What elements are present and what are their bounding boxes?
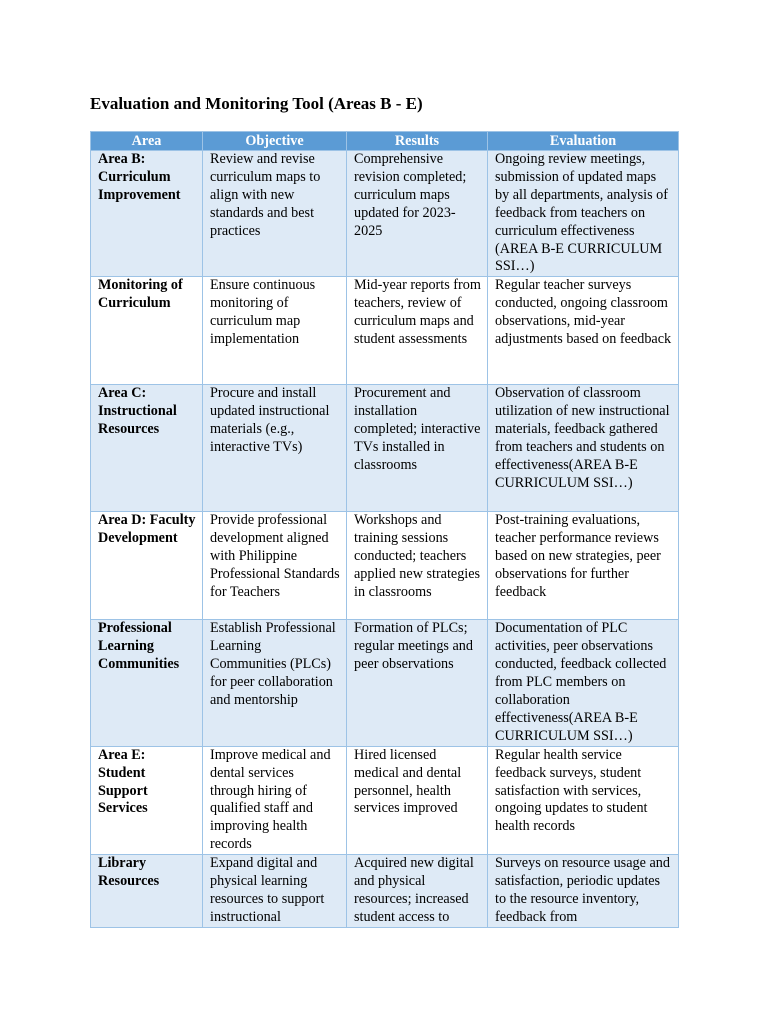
objective-cell: Provide professional development aligned with Philippine Professional Standards for Teachers	[203, 512, 347, 620]
evaluation-cell: Regular teacher surveys conducted, ongoing classroom observations, mid-year adjustments based on feedback	[488, 277, 679, 385]
area-cell: Monitoring of Curriculum	[91, 277, 203, 385]
header-evaluation: Evaluation	[488, 132, 679, 151]
header-area: Area	[91, 132, 203, 151]
document-title: Evaluation and Monitoring Tool (Areas B - E)	[90, 94, 423, 113]
objective-cell: Review and revise curriculum maps to align with new standards and best practices	[203, 151, 347, 277]
header-results: Results	[347, 132, 488, 151]
table-row	[91, 746, 679, 854]
results-cell: Hired licensed medical and dental personnel, health services improved	[347, 746, 488, 854]
area-cell: Area C: Instructional Resources	[91, 385, 203, 512]
table-row	[91, 620, 679, 746]
results-cell: Acquired new digital and physical resources; increased student access to	[347, 855, 488, 928]
objective-cell: Ensure continuous monitoring of curriculum map implementation	[203, 277, 347, 385]
objective-cell: Expand digital and physical learning resources to support instructional	[203, 855, 347, 928]
table-row	[91, 151, 679, 277]
table-row	[91, 277, 679, 385]
objective-cell: Establish Professional Learning Communities (PLCs) for peer collaboration and mentorship	[203, 620, 347, 746]
results-cell: Formation of PLCs; regular meetings and peer observations	[347, 620, 488, 746]
table-row	[91, 385, 679, 512]
table-header-row	[91, 132, 679, 151]
results-cell: Comprehensive revision completed; curriculum maps updated for 2023-2025	[347, 151, 488, 277]
area-cell: Area E: Student Support Services	[91, 746, 203, 854]
evaluation-cell: Observation of classroom utilization of new instructional materials, feedback gathered from teachers and students on effectiveness(AREA B-E CURRICULUM SSI…)	[488, 385, 679, 512]
evaluation-cell: Ongoing review meetings, submission of updated maps by all departments, analysis of feedback from teachers on curriculum effectiveness (AREA B-E CURRICULUM SSI…)	[488, 151, 679, 277]
evaluation-cell: Surveys on resource usage and satisfaction, periodic updates to the resource inventory, feedback from	[488, 855, 679, 928]
table-row	[91, 512, 679, 620]
results-cell: Mid-year reports from teachers, review of curriculum maps and student assessments	[347, 277, 488, 385]
objective-cell: Improve medical and dental services through hiring of qualified staff and improving health records	[203, 746, 347, 854]
evaluation-table	[90, 131, 679, 928]
document-page	[90, 94, 678, 928]
area-cell: Library Resources	[91, 855, 203, 928]
evaluation-cell: Regular health service feedback surveys, student satisfaction with services, ongoing updates to student health records	[488, 746, 679, 854]
table-row	[91, 855, 679, 928]
results-cell: Workshops and training sessions conducted; teachers applied new strategies in classrooms	[347, 512, 488, 620]
evaluation-cell: Post-training evaluations, teacher performance reviews based on new strategies, peer observations for further feedback	[488, 512, 679, 620]
evaluation-cell: Documentation of PLC activities, peer observations conducted, feedback collected from PLC members on collaboration effectiveness(AREA B-E CURRICULUM SSI…)	[488, 620, 679, 746]
results-cell: Procurement and installation completed; interactive TVs installed in classrooms	[347, 385, 488, 512]
area-cell: Professional Learning Communities	[91, 620, 203, 746]
area-cell: Area D: Faculty Development	[91, 512, 203, 620]
header-objective: Objective	[203, 132, 347, 151]
objective-cell: Procure and install updated instructional materials (e.g., interactive TVs)	[203, 385, 347, 512]
area-cell: Area B: Curriculum Improvement	[91, 151, 203, 277]
